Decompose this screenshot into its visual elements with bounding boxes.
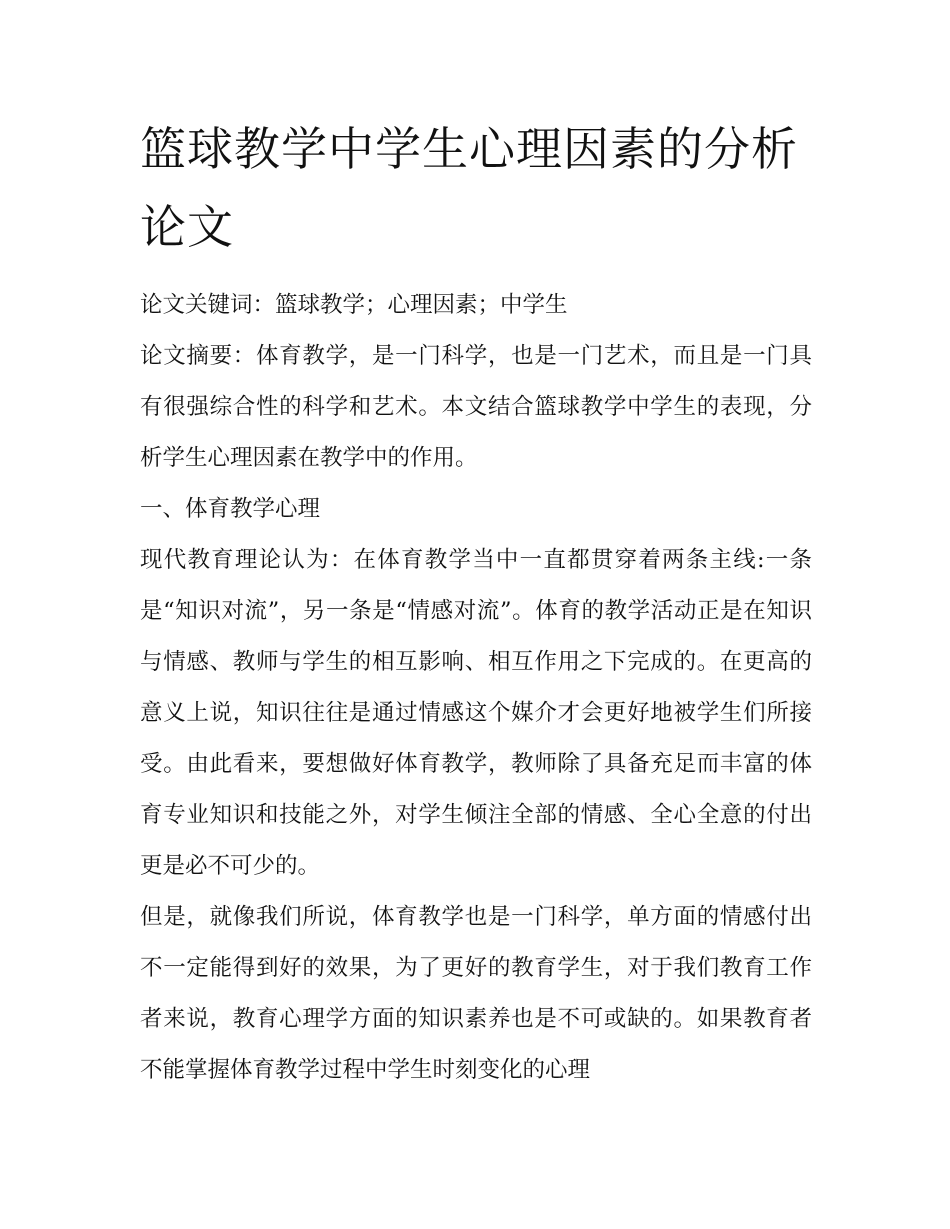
abstract-paragraph: 论文摘要：体育教学，是一门科学，也是一门艺术，而且是一门具有很强综合性的科学和艺术。本文结合篮球教学中学生的表现，分析学生心理因素在教学中的作用。 bbox=[140, 343, 812, 471]
body-paragraph-1: 现代教育理论认为：在体育教学当中一直都贯穿着两条主线:一条是“知识对流”，另一条是“情感对流”。体育的教学活动正是在知识与情感、教师与学生的相互影响、相互作用之下完成的。在更高的意义上说，知识往往是通过情感这个媒介才会更好地被学生们所接受。由此看来，要想做好体育教学，教师除了具备充足而丰富的体育专业知识和技能之外，对学生倾注全部的情感、全心全意的付出更是必不可少的。 bbox=[140, 547, 812, 879]
document-body bbox=[140, 110, 812, 1096]
document-title: 篮球教学中学生心理因素的分析论文 bbox=[140, 122, 798, 254]
keywords-line: 论文关键词：篮球教学；心理因素；中学生 bbox=[140, 292, 568, 318]
section-heading: 一、体育教学心理 bbox=[140, 496, 321, 522]
body-paragraph-2: 但是，就像我们所说，体育教学也是一门科学，单方面的情感付出不一定能得到好的效果，为了更好的教育学生，对于我们教育工作者来说，教育心理学方面的知识素养也是不可或缺的。如果教育者不能掌握体育教学过程中学生时刻变化的心理 bbox=[140, 904, 812, 1083]
